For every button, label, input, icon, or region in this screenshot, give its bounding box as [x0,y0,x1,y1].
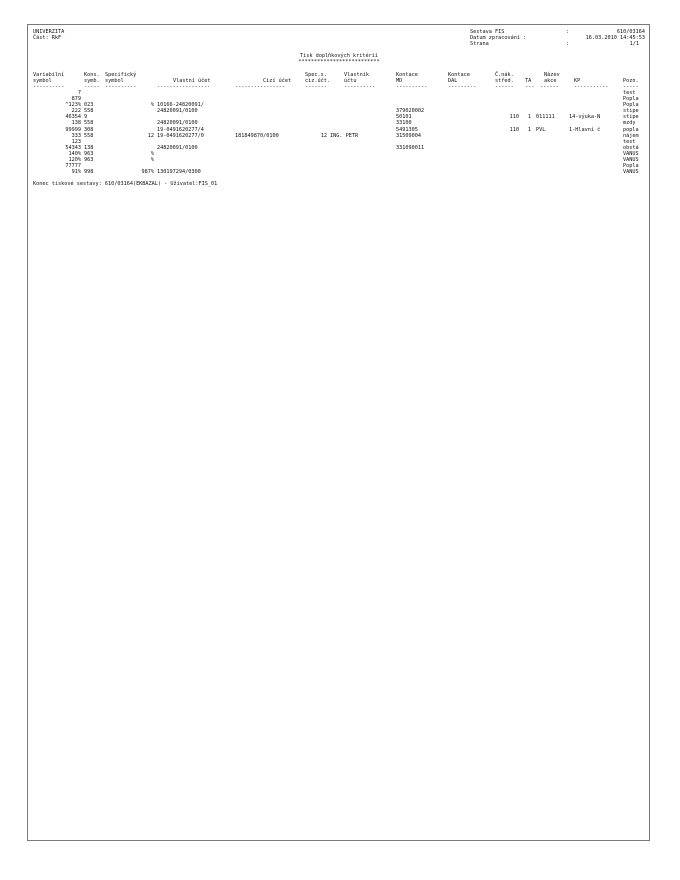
cell-konst: 963 [84,150,94,157]
cell-note: Popla [623,102,639,109]
cell-konst: 308 [84,126,94,133]
dash-own: ----------------- [157,83,211,90]
cell-akce: 011111 [536,114,555,121]
cell-note: VANUS [623,156,639,163]
cell-var: 138 [71,120,81,127]
cell-md: 331090011 [396,144,425,151]
cell-var: 140% [68,150,81,157]
dash-var: ---------- [33,83,65,90]
col-spec-symbol: Specifický [105,71,137,78]
cell-var: 333 [71,132,81,139]
cell-spec: % [150,102,154,109]
dash-note: ----- [623,83,639,90]
cell-note: VANUS [623,169,639,176]
cell-var: 54343 [65,144,81,151]
report-page [27,24,650,841]
cell-own: 130197294/0300 [157,169,201,176]
cell-cc: 110 [509,126,519,133]
cell-note: popla [623,126,639,133]
cell-note: test [623,89,636,96]
page-label: Strana [470,41,489,48]
report-label: Sestava FIS [470,29,505,35]
cell-md: 31509004 [396,132,421,139]
col-var-symbol-2: symbol [33,77,52,84]
cell-konst: 9 [84,114,88,121]
cell-own: 19-0491620277/0 [157,132,204,139]
org-name: UNIVERZITA [33,29,65,35]
cell-md: 379020002 [396,108,425,115]
cell-konst: 963 [84,156,94,163]
cell-spec: 987% [141,169,154,176]
cell-own: 19-0491620277/4 [157,126,204,133]
cell-konst: 558 [84,132,94,139]
cell-var: 222 [71,108,81,115]
report-colon: : [566,29,570,35]
cell-note: mzdy [623,120,636,127]
cell-var: 77777 [65,163,81,170]
date-value: 16.03.2010 14:45:53 [585,35,645,42]
cell-var: 99999 [65,126,81,133]
col-action: Název [544,71,560,78]
col-own-account: Vlastní účet [173,77,211,84]
cell-konst: 023 [84,102,94,109]
dash-ta: --- [525,83,535,90]
footer-line [33,181,645,187]
cell-spec: % [150,150,154,157]
col-note: Pozn. [623,77,639,84]
col-kontace-dal-2: DAL [448,77,458,84]
cell-konst: 998 [84,169,94,176]
cell-var: 7 [77,89,81,96]
cell-konst: 558 [84,120,94,127]
col-owner-2: účtu [344,77,357,84]
dash-akce: ------ [540,83,559,90]
dash-other: ---------------- [235,83,285,90]
col-konst-symbol: Kons. [84,71,100,78]
cell-var: 120% [68,156,81,163]
dash-dal: --------- [448,83,477,90]
cell-note: obstá [623,144,639,151]
cell-md: 33100 [396,120,412,127]
cell-ta: 1 [527,114,531,121]
cell-own: 24820091/0100 [157,108,198,115]
date-label: Datum zpracování : [470,35,527,42]
col-owner: Vlastník [344,71,369,78]
cell-note: Popla [623,163,639,170]
cell-var: 46354 [65,114,81,121]
dash-cc: ------ [495,83,514,90]
col-spec-s-2: ciz.účt. [305,77,330,84]
cell-var: ^123% [65,102,81,109]
dash-spec-s: ------- [305,83,327,90]
report-title-underline: ************************** [298,59,380,66]
col-kp: KP [574,77,581,84]
cell-md: 50101 [396,114,412,121]
report-footer: Konec tiskové sestavy: 610/03164(EKBAZAL) - Uživatel:FIS_01 [33,181,218,188]
cell-other: 181849870/0100 [235,132,279,139]
cell-note: test [623,138,636,145]
col-spec-symbol-2: symbol [105,77,124,84]
cell-spec-s: 12 [320,132,327,139]
col-cost-center: Č.nák. [495,71,514,78]
cell-note: stipe [623,108,639,115]
cell-own: 10166-24820091/ [157,102,204,109]
cell-konst: 138 [84,144,94,151]
cell-spec: 12 [147,132,154,139]
print-report [33,29,645,187]
dash-owner: ---------- [344,83,376,90]
cell-kp: 1-Hlavní č [569,126,601,133]
col-kontace-md-2: MD [396,77,403,84]
cell-cc: 110 [509,114,519,121]
report-rows [33,90,645,175]
col-var-symbol: Variabilní [33,71,65,78]
page-colon: : [566,41,570,48]
cell-var: 91% [71,169,81,176]
cell-own: 24820091/0100 [157,144,198,151]
page-value: 1/1 [629,41,639,48]
report-number: 610/03164 [616,29,645,35]
part-label: Část: RkF [33,35,62,42]
cell-note: nájem [623,132,639,139]
cell-note: stipe [623,114,639,121]
cell-akce: PVL [536,126,546,133]
cell-kp: 14-výuka-N [569,114,601,121]
cell-spec: % [150,156,154,163]
dash-kp: ----------- [574,83,609,90]
cell-md: 5491305 [396,126,418,133]
report-title: Tisk doplňkových kritérií [299,53,379,60]
col-ta: TA [525,77,532,84]
cell-konst: 558 [84,108,94,115]
col-action-2: akce [544,77,557,84]
cell-ta: 1 [527,126,531,133]
dash-spec: ---------- [105,83,137,90]
col-konst-symbol-2: symb. [84,77,100,84]
cell-note: Popla [623,96,639,103]
col-cost-center-2: střed. [495,77,514,84]
col-kontace-dal: Kontace [448,71,470,78]
cell-owner: ING. PETR [330,132,359,139]
cell-var: 879 [71,96,81,103]
cell-note: VANUS [623,150,639,157]
dash-konst: ----- [84,83,100,90]
cell-var: 123 [71,138,81,145]
dash-md: ---------- [396,83,428,90]
col-spec-s: Spec.s. [305,71,327,78]
col-other-account: Cizí účet [263,77,292,84]
col-kontace-md: Kontace [396,71,418,78]
cell-own: 24820091/0100 [157,120,198,127]
